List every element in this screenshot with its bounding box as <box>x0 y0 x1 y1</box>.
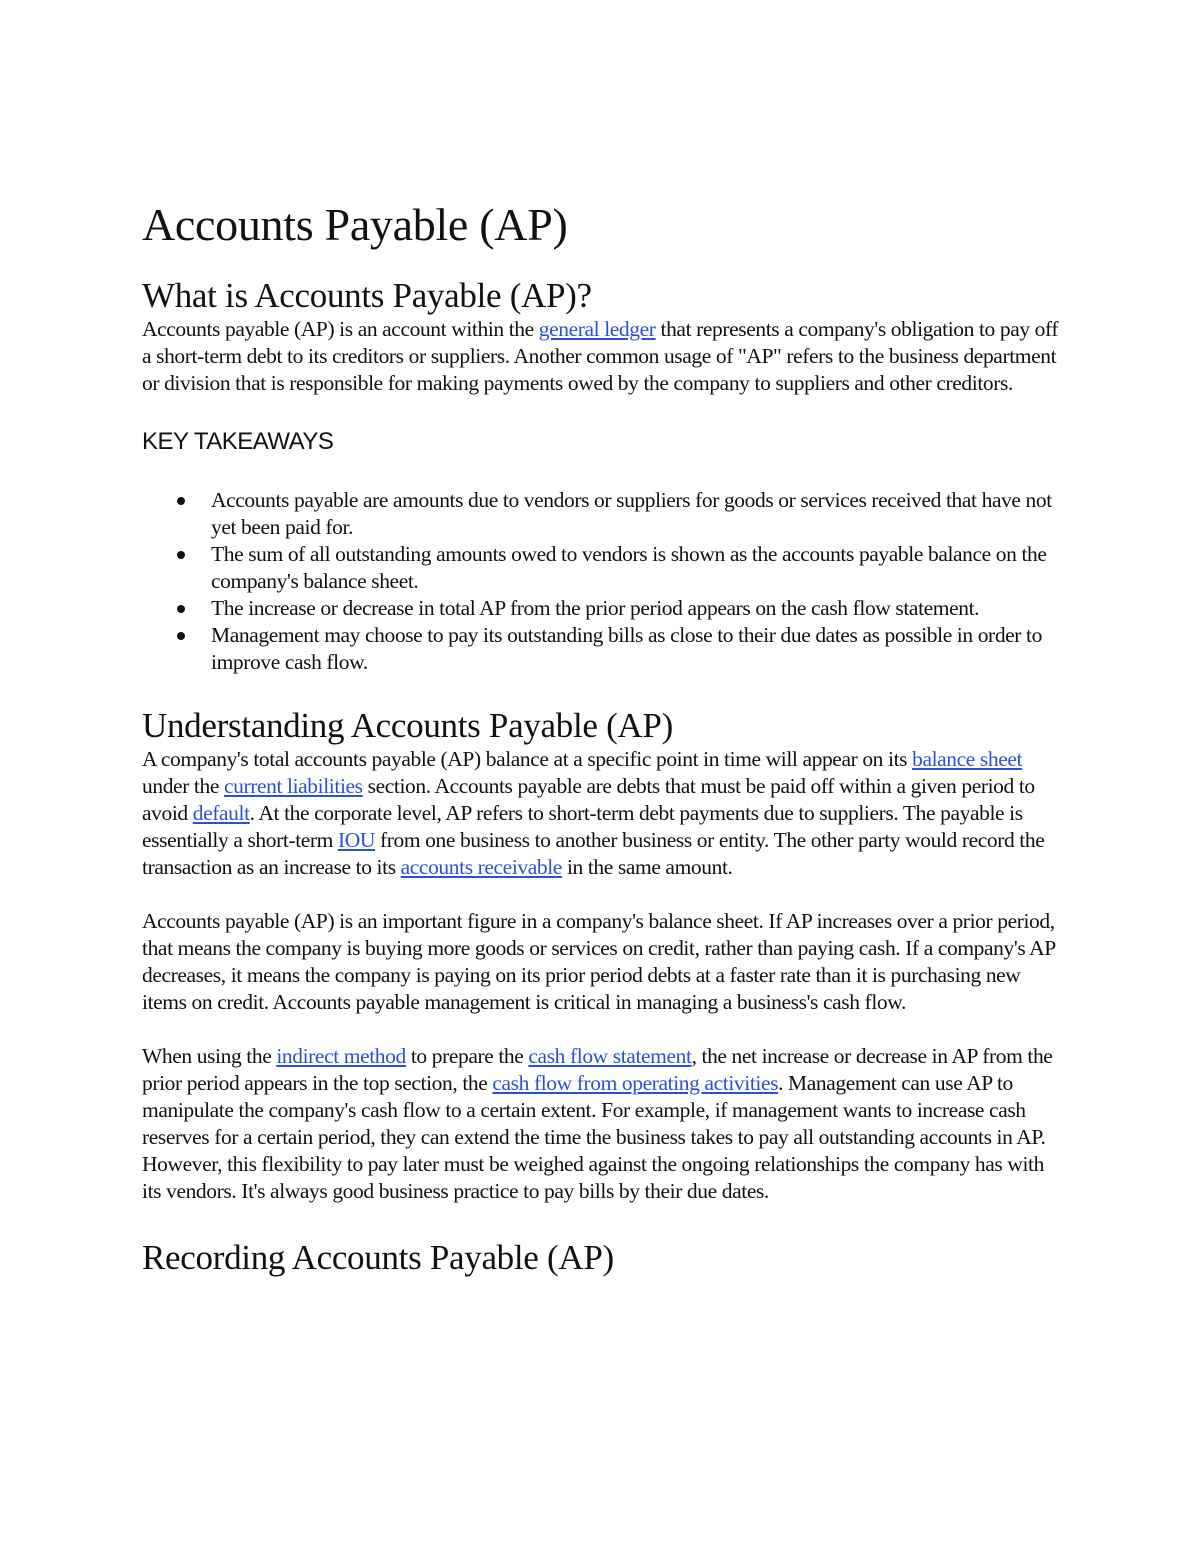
text-segment: Accounts payable (AP) is an account within the <box>142 317 539 341</box>
text-segment: . At the corporate level, AP refers to short-term debt payments due to suppliers. The payable is essentially a short-term <box>142 801 1023 852</box>
list-item: Accounts payable are amounts due to vendors or suppliers for goods or services received that have not yet been paid for. <box>211 487 1062 541</box>
key-takeaways-heading: KEY TAKEAWAYS <box>142 428 334 455</box>
text-segment: section. Accounts payable are debts that must be paid off within a given period to avoid <box>142 774 1035 825</box>
section-understanding <box>142 706 1062 1205</box>
link-default[interactable]: default <box>192 801 250 825</box>
text-segment: A company's total accounts payable (AP) balance at a specific point in time will appear on its <box>142 747 913 771</box>
paragraph <box>142 1043 1062 1205</box>
text-segment: under the <box>142 774 224 798</box>
list-item: The increase or decrease in total AP from the prior period appears on the cash flow statement. <box>211 595 1062 622</box>
section-heading: Understanding Accounts Payable (AP) <box>142 706 673 745</box>
key-takeaways-list <box>142 487 1062 676</box>
page-title: Accounts Payable (AP) <box>142 199 568 250</box>
link-cash-flow-from-operating-activities[interactable]: cash flow from operating activities <box>492 1071 779 1095</box>
text-segment: , the net increase or decrease in AP from the prior period appears in the top section, the <box>142 1044 1053 1095</box>
paragraph <box>142 316 1062 397</box>
text-segment: from one business to another business or entity. The other party would record the transaction as an increase to its <box>142 828 1045 879</box>
text-segment: that represents a company's obligation to pay off a short-term debt to its creditors or suppliers. Another common usage of "AP" refers to the business department or division that is responsible for making payments owed by the company to suppliers and other creditors. <box>142 317 1059 395</box>
list-item: Management may choose to pay its outstanding bills as close to their due dates as possible in order to improve cash flow. <box>211 622 1062 676</box>
document <box>142 196 1062 1278</box>
section-heading: Recording Accounts Payable (AP) <box>142 1238 614 1277</box>
section-recording <box>142 1238 1062 1278</box>
link-general-ledger[interactable]: general ledger <box>538 317 656 341</box>
link-balance-sheet[interactable]: balance sheet <box>912 747 1023 771</box>
link-iou[interactable]: IOU <box>337 828 375 852</box>
text-segment: in the same amount. <box>561 855 733 879</box>
link-current-liabilities[interactable]: current liabilities <box>223 774 363 798</box>
list-item: The sum of all outstanding amounts owed to vendors is shown as the accounts payable balance on the company's balance sheet. <box>211 541 1062 595</box>
paragraph <box>142 746 1062 881</box>
text-segment: . Management can use AP to manipulate the company's cash flow to a certain extent. For example, if management wants to increase cash reserves for a certain period, they can extend the time the business takes to pay all outstanding accounts in AP. However, this flexibility to pay later must be weighed against the ongoing relationships the company has with its vendors. It's always good business practice to pay bills by their due dates. <box>142 1071 1046 1203</box>
text-segment: When using the <box>142 1044 277 1068</box>
text-segment: to prepare the <box>405 1044 529 1068</box>
link-accounts-receivable[interactable]: accounts receivable <box>400 855 562 879</box>
link-cash-flow-statement[interactable]: cash flow statement <box>528 1044 692 1068</box>
section-heading: What is Accounts Payable (AP)? <box>142 276 592 315</box>
text-segment: Accounts payable (AP) is an important figure in a company's balance sheet. If AP increases over a prior period, that means the company is buying more goods or services on credit, rather than paying cash. If a company's AP decreases, it means the company is paying on its prior period debts at a faster rate than it is purchasing new items on credit. Accounts payable management is critical in managing a business's cash flow. <box>142 909 1055 1014</box>
section-what-is <box>142 276 1062 676</box>
link-indirect-method[interactable]: indirect method <box>276 1044 406 1068</box>
paragraph <box>142 908 1062 1016</box>
